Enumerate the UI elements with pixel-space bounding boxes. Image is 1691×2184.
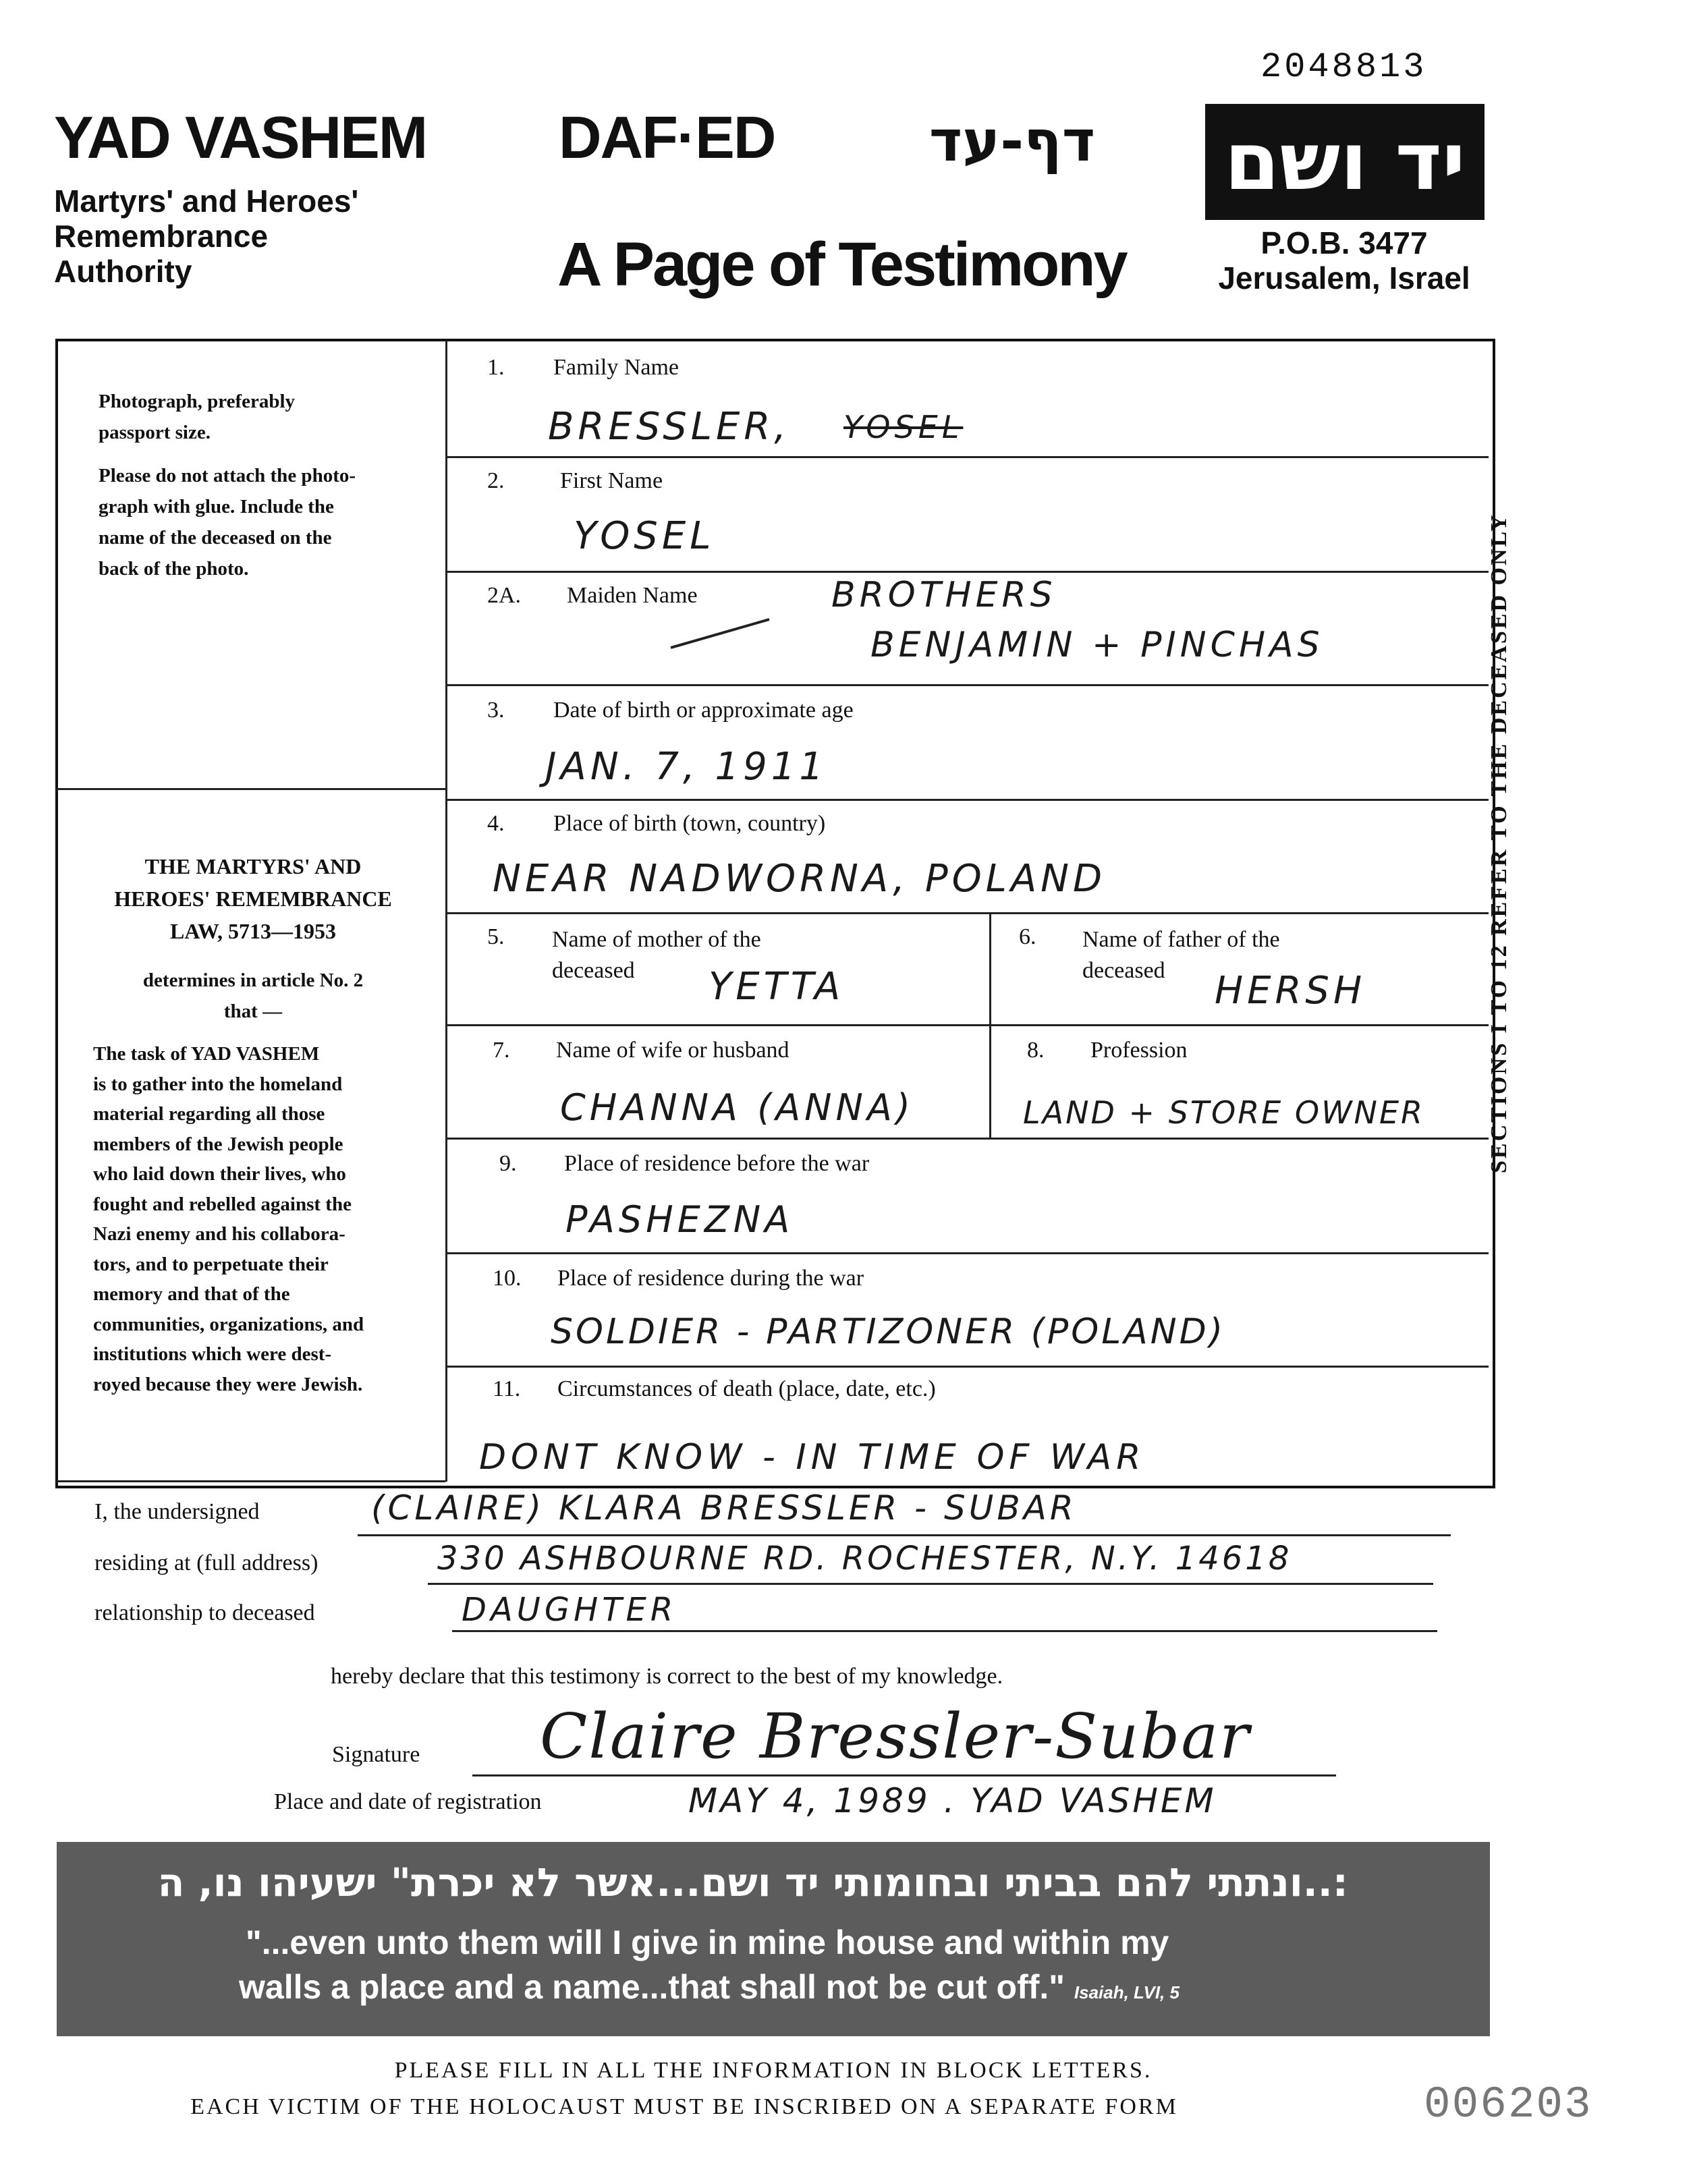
- first-name-value[interactable]: YOSEL: [574, 514, 715, 558]
- registration-label: Place and date of registration: [274, 1789, 542, 1814]
- field-3-label: Date of birth or approximate age: [553, 698, 854, 723]
- maiden-name-dash: [668, 614, 776, 654]
- banner-citation: Isaiah, LVI, 5: [1074, 1982, 1180, 2003]
- column-divider: [445, 340, 447, 1482]
- form-title: A Page of Testimony: [557, 230, 1126, 299]
- row-1-rule: [447, 456, 1489, 458]
- org-subtitle-line-2: Remembrance: [54, 219, 269, 254]
- field-11-label: Circumstances of death (place, date, etc.): [557, 1376, 936, 1401]
- row-4-rule: [447, 912, 1489, 914]
- maiden-name-value-1[interactable]: BROTHERS: [831, 575, 1057, 615]
- undersigned-value[interactable]: (CLAIRE) KLARA BRESSLER - SUBAR: [371, 1488, 1077, 1528]
- org-subtitle: [54, 184, 358, 289]
- signature-label: Signature: [332, 1742, 420, 1767]
- law-body-7: Nazi enemy and his collabora-: [93, 1223, 345, 1245]
- field-2-number: 2.: [487, 468, 505, 493]
- footer-line-2: EACH VICTIM OF THE HOLOCAUST MUST BE INSCRIBED ON A SEPARATE FORM: [190, 2094, 1178, 2119]
- field-6-label-1: Name of father of the: [1082, 927, 1280, 952]
- residence-during-war-value[interactable]: SOLDIER - PARTIZONER (POLAND): [551, 1312, 1225, 1352]
- field-11-number: 11.: [493, 1376, 521, 1401]
- law-title-1: THE MARTYRS' AND: [144, 854, 362, 878]
- banner-english: [239, 1920, 1393, 2015]
- law-body-2: is to gather into the homeland: [93, 1073, 343, 1095]
- law-determines-1: determines in article No. 2: [142, 970, 364, 991]
- field-10-label: Place of residence during the war: [557, 1266, 864, 1291]
- banner-line-1: "...even unto them will I give in mine house and within my: [246, 1924, 1169, 1961]
- law-body-9: memory and that of the: [93, 1283, 290, 1305]
- photo-note-4: back of the photo.: [99, 558, 249, 580]
- row-10-rule: [447, 1366, 1489, 1368]
- field-1-label: Family Name: [553, 355, 680, 380]
- residence-before-war-value[interactable]: PASHEZNA: [565, 1198, 794, 1241]
- profession-value[interactable]: LAND + STORE OWNER: [1023, 1094, 1424, 1131]
- undersigned-label: I, the undersigned: [94, 1499, 260, 1524]
- maiden-name-value-2[interactable]: BENJAMIN + PINCHAS: [870, 625, 1324, 665]
- city: Jerusalem, Israel: [1218, 260, 1470, 296]
- law-body-10: communities, organizations, and: [93, 1313, 364, 1335]
- row-3-rule: [447, 799, 1489, 801]
- relationship-rule: [452, 1630, 1437, 1632]
- declaration-text: hereby declare that this testimony is correct to the best of my knowledge.: [331, 1664, 1003, 1689]
- photo-box-divider: [57, 788, 445, 790]
- field-8-number: 8.: [1027, 1038, 1045, 1063]
- pob: P.O.B. 3477: [1260, 225, 1428, 260]
- law-body-1: The task of YAD VASHEM: [93, 1043, 320, 1065]
- row-9-rule: [447, 1252, 1489, 1254]
- relationship-value[interactable]: DAUGHTER: [462, 1591, 677, 1629]
- spouse-name-value[interactable]: CHANNA (ANNA): [560, 1086, 914, 1129]
- field-3-number: 3.: [487, 698, 505, 723]
- law-body-11: institutions which were dest-: [93, 1343, 332, 1365]
- law-body-3: material regarding all those: [93, 1103, 325, 1125]
- law-body-6: fought and rebelled against the: [93, 1193, 352, 1215]
- birth-date-value[interactable]: JAN. 7, 1911: [545, 745, 828, 789]
- field-4-label: Place of birth (town, country): [553, 811, 826, 836]
- field-2a-number: 2A.: [487, 583, 522, 608]
- photo-note-2: graph with glue. Include the: [99, 496, 334, 517]
- serial-number: 2048813: [1260, 47, 1427, 87]
- row-2-rule: [447, 571, 1489, 573]
- field-8-label: Profession: [1090, 1038, 1188, 1063]
- law-title-2: HEROES' REMEMBRANCE: [114, 887, 392, 911]
- law-body-8: tors, and to perpetuate their: [93, 1253, 329, 1275]
- field-10-number: 10.: [493, 1266, 522, 1291]
- field-5-number: 5.: [487, 924, 505, 949]
- signature-rule: [472, 1774, 1336, 1776]
- field-4-number: 4.: [487, 811, 505, 836]
- field-2a-label: Maiden Name: [567, 583, 698, 608]
- field-7-label: Name of wife or husband: [556, 1038, 789, 1063]
- field-7-number: 7.: [493, 1038, 510, 1063]
- registration-value[interactable]: MAY 4, 1989 . YAD VASHEM: [688, 1781, 1217, 1820]
- form-name: DAF·ED: [559, 104, 775, 171]
- field-9-number: 9.: [499, 1151, 517, 1176]
- family-name-struck: YOSEL: [843, 409, 964, 445]
- isaiah-banner: [57, 1842, 1490, 2036]
- mother-name-value[interactable]: YETTA: [709, 965, 845, 1009]
- banner-line-2: walls a place and a name...that shall not be cut off.": [239, 1968, 1065, 2006]
- law-body-5: who laid down their lives, who: [93, 1163, 346, 1185]
- photo-note-3: name of the deceased on the: [99, 527, 332, 549]
- relationship-label: relationship to deceased: [94, 1600, 315, 1625]
- row-7-rule: [447, 1138, 1489, 1140]
- law-determines-2: that —: [223, 1001, 283, 1022]
- family-name-value[interactable]: BRESSLER,: [548, 405, 791, 449]
- signature-value[interactable]: Claire Bressler-Subar: [540, 1700, 1251, 1772]
- photo-instructions: [99, 386, 422, 584]
- field-2-label: First Name: [560, 468, 663, 493]
- address-value[interactable]: 330 ASHBOURNE RD. ROCHESTER, N.Y. 14618: [437, 1540, 1292, 1577]
- law-body: [93, 1039, 424, 1399]
- footer-line-1: PLEASE FILL IN ALL THE INFORMATION IN BLOCK LETTERS.: [394, 2058, 1153, 2083]
- field-9-label: Place of residence before the war: [564, 1151, 870, 1176]
- photo-line-1: Photograph, preferably: [99, 391, 296, 412]
- address-label: residing at (full address): [94, 1550, 318, 1575]
- org-subtitle-line-1: Martyrs' and Heroes': [54, 184, 359, 219]
- father-name-value[interactable]: HERSH: [1215, 969, 1366, 1013]
- hebrew-form-name: דף-עד: [928, 108, 1096, 174]
- address-rule: [428, 1583, 1433, 1585]
- field-6-number: 6.: [1019, 924, 1036, 949]
- law-box-bottom: [57, 1480, 445, 1482]
- undersigned-rule: [358, 1534, 1451, 1536]
- field-6-label-2: deceased: [1082, 958, 1165, 983]
- law-determines: [74, 965, 432, 1027]
- law-title: [74, 850, 432, 947]
- law-title-3: LAW, 5713—1953: [170, 919, 336, 943]
- address-block: [1194, 225, 1494, 296]
- law-body-12: royed because they were Jewish.: [93, 1373, 363, 1395]
- row-5-rule: [447, 1024, 1489, 1026]
- banner-hebrew: :..ונתתי להם בביתי ובחומותי יד ושם...אשר לא יכרת" ישעיהו נו, ה: [157, 1859, 1348, 1905]
- org-name: YAD VASHEM: [54, 104, 427, 171]
- row-2a-rule: [447, 684, 1489, 686]
- photo-note-1: Please do not attach the photo-: [99, 465, 356, 486]
- field-1-number: 1.: [487, 355, 505, 380]
- registration-stamp: 006203: [1424, 2079, 1592, 2130]
- law-body-4: members of the Jewish people: [93, 1133, 343, 1155]
- org-subtitle-line-3: Authority: [54, 254, 192, 289]
- circumstances-of-death-value[interactable]: DONT KNOW - IN TIME OF WAR: [479, 1437, 1146, 1478]
- field-5-label-1: Name of mother of the: [552, 927, 761, 952]
- sections-note: SECTIONS I TO 12 REFER TO THE DECEASED ONLY: [1487, 513, 1512, 1173]
- photo-line-2: passport size.: [99, 422, 211, 443]
- yad-vashem-logo: יד ושם: [1205, 104, 1485, 220]
- birth-place-value[interactable]: NEAR NADWORNA, POLAND: [493, 857, 1107, 901]
- field-5-label-2: deceased: [552, 958, 635, 983]
